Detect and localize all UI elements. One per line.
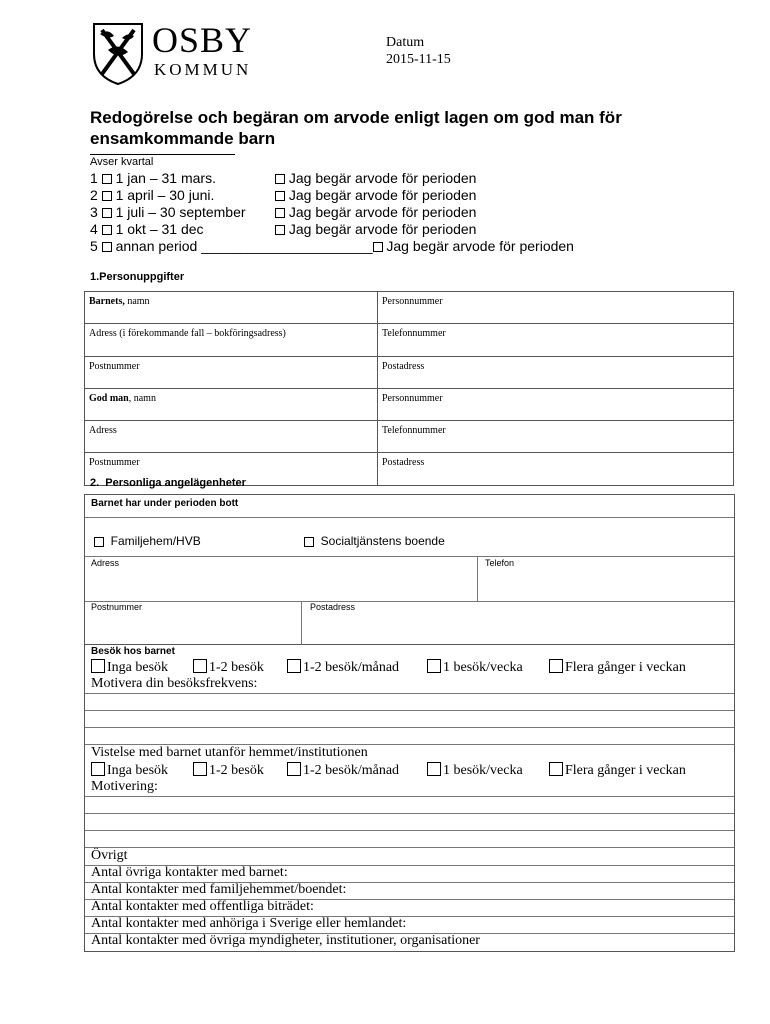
quarter-row xyxy=(90,187,214,203)
quarter-label-underline xyxy=(90,154,235,155)
table-row xyxy=(85,292,734,324)
option-label: 1-2 besök xyxy=(209,660,264,675)
table-row xyxy=(85,324,734,356)
request-label: Jag begär arvode för perioden xyxy=(386,238,574,254)
field-label: Adress (i förekommande fall – bokföringsadress) xyxy=(89,328,286,340)
table-row xyxy=(85,421,734,453)
option-familjehem[interactable] xyxy=(94,534,201,548)
quarter-checkbox[interactable] xyxy=(102,191,112,201)
osby-logo xyxy=(88,20,278,90)
quarter-row xyxy=(90,221,204,237)
checkbox[interactable] xyxy=(287,659,301,673)
checkbox[interactable] xyxy=(287,762,301,776)
motivate-line[interactable] xyxy=(85,694,734,710)
address-field[interactable] xyxy=(91,569,471,599)
logo-name: OSBY xyxy=(152,20,253,60)
quarter-row xyxy=(90,238,574,254)
motivation-line[interactable] xyxy=(85,831,734,847)
request-label: Jag begär arvode för perioden xyxy=(288,187,477,203)
postnr-label: Postnummer xyxy=(91,602,143,612)
checkbox[interactable] xyxy=(549,762,563,776)
visits-box xyxy=(84,645,735,952)
request-checkbox[interactable] xyxy=(275,208,285,218)
table-row xyxy=(85,356,734,388)
freq-option[interactable] xyxy=(193,762,264,779)
other-label: Övrigt xyxy=(91,848,128,863)
checkbox[interactable] xyxy=(91,762,105,776)
visits-label: Besök hos barnet xyxy=(91,646,175,657)
freq-option[interactable] xyxy=(287,762,399,779)
checkbox[interactable] xyxy=(193,659,207,673)
checkbox[interactable] xyxy=(91,659,105,673)
freq-option[interactable] xyxy=(91,659,168,676)
field-label: Postadress xyxy=(382,360,425,372)
freq-option[interactable] xyxy=(427,659,523,676)
checkbox[interactable] xyxy=(549,659,563,673)
section1-heading: 1.Personuppgifter xyxy=(90,271,185,283)
request-checkbox[interactable] xyxy=(275,225,285,235)
quarter-num: 4 xyxy=(90,221,98,237)
request-checkbox[interactable] xyxy=(275,174,285,184)
visit-frequency-options xyxy=(91,659,731,677)
section2-heading: 2. Personliga angelägenheter xyxy=(90,477,246,489)
phone-field[interactable] xyxy=(483,569,728,599)
option-label: 1-2 besök xyxy=(209,763,264,778)
child-phone-field[interactable] xyxy=(378,324,734,356)
contact-row[interactable]: Antal kontakter med familjehemmet/boendet: xyxy=(91,882,347,897)
logo-sub: KOMMUN xyxy=(154,60,252,79)
quarter-checkbox[interactable] xyxy=(102,208,112,218)
field-label: , namn xyxy=(128,392,156,404)
divider xyxy=(85,847,734,848)
checkbox[interactable] xyxy=(94,537,104,547)
guardian-name-field[interactable] xyxy=(85,388,378,420)
request-label: Jag begär arvode för perioden xyxy=(288,221,477,237)
divider xyxy=(85,556,734,557)
motivation-label: Motivering: xyxy=(91,779,158,794)
residence-box xyxy=(84,494,735,645)
field-label: Personnummer xyxy=(382,392,443,404)
field-label-bold: God man xyxy=(89,392,129,404)
field-label: Telefonnummer xyxy=(382,425,446,437)
field-label: Telefonnummer xyxy=(382,328,446,340)
field-label: namn xyxy=(124,296,150,307)
child-pnr-field[interactable] xyxy=(378,292,734,324)
quarter-num: 5 xyxy=(90,238,98,254)
option-label: Flera gånger i veckan xyxy=(565,763,686,778)
coat-of-arms-icon xyxy=(88,20,148,86)
field-label: Personnummer xyxy=(382,296,443,307)
field-label: Adress xyxy=(89,425,117,437)
option-label: 1-2 besök/månad xyxy=(303,763,400,778)
quarter-num: 3 xyxy=(90,204,98,220)
vertical-divider xyxy=(301,601,302,645)
residence-label: Barnet har under perioden bott xyxy=(91,498,239,509)
option-label: 1 besök/vecka xyxy=(443,763,523,778)
motivate-label: Motivera din besöksfrekvens: xyxy=(91,676,258,691)
contact-row[interactable]: Antal övriga kontakter med barnet: xyxy=(91,865,288,880)
option-label: Familjehem/HVB xyxy=(110,534,201,548)
quarter-period: 1 okt – 31 dec xyxy=(115,221,204,237)
outing-label: Vistelse med barnet utanför hemmet/institutionen xyxy=(91,745,368,760)
field-label-bold: Barnets, xyxy=(89,296,125,307)
freq-option[interactable] xyxy=(91,762,168,779)
datum-value: 2015-11-15 xyxy=(386,52,451,67)
quarter-period: 1 juli – 30 september xyxy=(115,204,246,220)
vertical-divider xyxy=(477,556,478,601)
divider xyxy=(85,517,734,518)
quarter-period: annan period ______________________ xyxy=(115,238,373,254)
contact-row[interactable]: Antal kontakter med offentliga biträdet: xyxy=(91,899,314,914)
datum-label: Datum xyxy=(386,35,425,50)
child-postnr-field[interactable] xyxy=(85,356,378,388)
checkbox[interactable] xyxy=(304,537,314,547)
quarter-period: 1 april – 30 juni. xyxy=(115,187,215,203)
contact-row[interactable]: Antal kontakter med övriga myndigheter, institutioner, organisationer xyxy=(91,933,480,948)
quarter-list xyxy=(90,170,710,260)
address-label: Adress xyxy=(91,558,120,568)
quarter-row xyxy=(90,170,216,186)
option-label: Flera gånger i veckan xyxy=(565,660,686,675)
quarter-checkbox[interactable] xyxy=(102,174,112,184)
option-label: Inga besök xyxy=(107,763,169,778)
field-label: Postnummer xyxy=(89,360,140,372)
option-label: 1-2 besök/månad xyxy=(303,660,400,675)
guardian-phone-field[interactable] xyxy=(378,421,734,453)
motivation-line[interactable] xyxy=(85,797,734,813)
outing-frequency-options xyxy=(91,762,731,780)
motivation-line[interactable] xyxy=(85,814,734,830)
child-address-field[interactable] xyxy=(85,324,378,356)
request-checkbox[interactable] xyxy=(275,191,285,201)
field-label: Postnummer xyxy=(89,457,140,469)
freq-option[interactable] xyxy=(193,659,264,676)
divider xyxy=(85,601,734,602)
page-title-line2: ensamkommande barn xyxy=(90,129,276,148)
option-label: Inga besök xyxy=(107,660,169,675)
quarter-request xyxy=(275,221,476,237)
quarter-label: Avser kvartal xyxy=(90,156,154,168)
option-socialtjanst[interactable] xyxy=(304,534,445,548)
checkbox[interactable] xyxy=(193,762,207,776)
page-title xyxy=(90,107,622,149)
checkbox[interactable] xyxy=(427,659,441,673)
quarter-checkbox[interactable] xyxy=(102,225,112,235)
postadress-label: Postadress xyxy=(310,602,356,612)
freq-option[interactable] xyxy=(427,762,523,779)
guardian-address-field[interactable] xyxy=(85,421,378,453)
phone-label: Telefon xyxy=(485,558,515,568)
quarter-request xyxy=(275,170,476,186)
quarter-num: 1 xyxy=(90,170,98,186)
motivate-line[interactable] xyxy=(85,728,734,744)
request-label: Jag begär arvode för perioden xyxy=(288,204,477,220)
option-label: Socialtjänstens boende xyxy=(320,534,445,548)
postadress-field[interactable] xyxy=(307,613,727,641)
table-row xyxy=(85,388,734,420)
request-checkbox[interactable] xyxy=(373,242,383,252)
guardian-postadress-field[interactable] xyxy=(378,453,734,485)
child-postadress-field[interactable] xyxy=(378,356,734,388)
motivate-line[interactable] xyxy=(85,711,734,727)
quarter-checkbox[interactable] xyxy=(102,242,112,252)
checkbox[interactable] xyxy=(427,762,441,776)
field-label: Postadress xyxy=(382,457,425,469)
contact-row[interactable]: Antal kontakter med anhöriga i Sverige eller hemlandet: xyxy=(91,916,407,931)
option-label: 1 besök/vecka xyxy=(443,660,523,675)
postnr-field[interactable] xyxy=(91,613,296,641)
quarter-row xyxy=(90,204,246,220)
freq-option[interactable] xyxy=(287,659,399,676)
freq-option[interactable] xyxy=(549,762,686,779)
quarter-period: 1 jan – 31 mars. xyxy=(115,170,216,186)
quarter-request xyxy=(275,187,476,203)
child-name-field[interactable] xyxy=(85,292,378,324)
quarter-num: 2 xyxy=(90,187,98,203)
page-title-line1: Redogörelse och begäran om arvode enligt lagen om god man för xyxy=(90,108,622,127)
personal-info-table xyxy=(84,291,734,486)
request-label: Jag begär arvode för perioden xyxy=(288,170,477,186)
quarter-request xyxy=(275,204,476,220)
freq-option[interactable] xyxy=(549,659,686,676)
guardian-pnr-field[interactable] xyxy=(378,388,734,420)
